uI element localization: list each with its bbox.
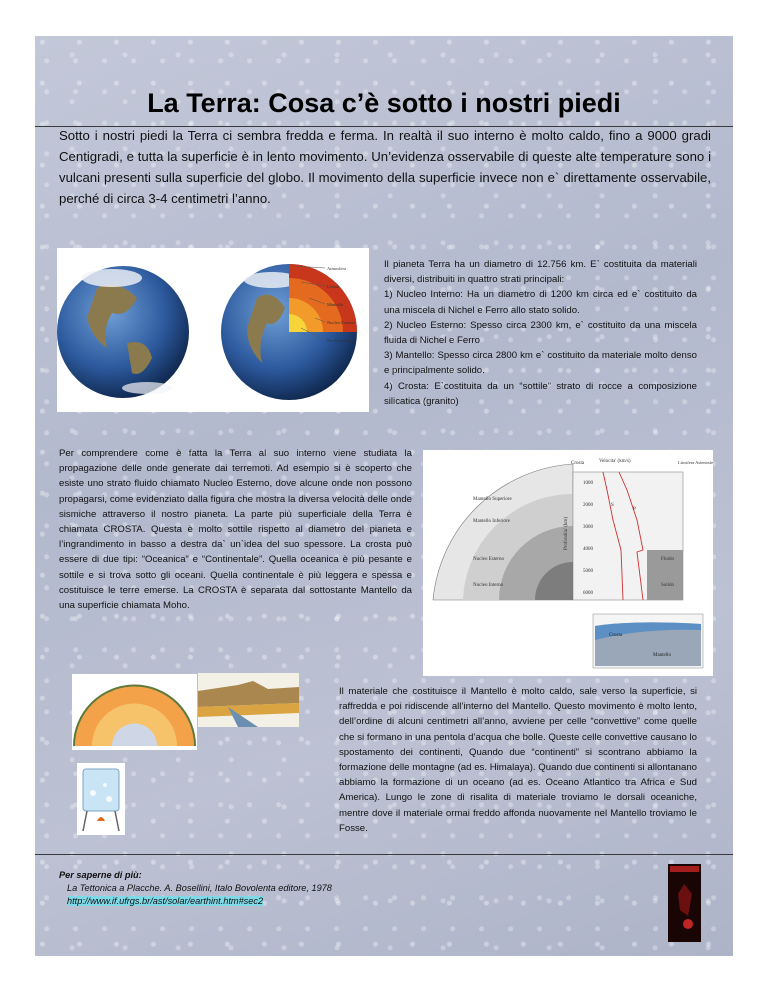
- depth-tick: 2000: [583, 503, 593, 508]
- state-label: Fluido: [661, 557, 675, 562]
- convection-cells-figure: [72, 674, 197, 750]
- structure-line: 2) Nucleo Esterno: Spesso circa 2300 km, e` costituito da una miscela fluida di Nichel e Ferro: [384, 319, 697, 347]
- top-label: Crosta: [571, 461, 585, 466]
- boiling-pot-figure: [77, 763, 125, 835]
- institution-logo: [668, 864, 701, 942]
- fig1-label: Nucleo Esterno: [327, 320, 355, 325]
- reference-link[interactable]: http://www.if.ufrgs.br/ast/solar/earthint.htm#sec2: [67, 896, 264, 906]
- axis-label: Profondita' (km): [564, 517, 569, 550]
- inset-label: Mantello: [653, 653, 672, 658]
- reference-book: La Tettonica a Placche. A. Bosellini, Italo Bovolenta editore, 1978: [67, 883, 332, 893]
- layer-label: Mantello Inferiore: [473, 519, 510, 524]
- intro-paragraph: Sotto i nostri piedi la Terra ci sembra fredda e ferma. In realtà il suo interno è molto caldo, fino a 9000 gradi Centigradi, e tutta la superficie è in lento movimento. Un’evidenza osservabile di queste alte temperature sono i vulcani presenti sulla superficie del globo. Il movimento della superficie invece non e` direttamente osservabile, perché di circa 3-4 centimetri l’anno.: [59, 128, 711, 206]
- seismic-velocity-figure: [423, 450, 713, 676]
- earth-layers-figure: [57, 248, 369, 412]
- fig1-label: Atmosfera: [327, 266, 346, 271]
- plate-collision-figure: [198, 673, 299, 727]
- top-label: Litosfera Astenosfera: [678, 460, 713, 465]
- fig1-label: Crosta: [327, 284, 339, 289]
- inset-label: Crosta: [609, 633, 623, 638]
- wave-label: S: [611, 503, 614, 508]
- depth-tick: 5000: [583, 569, 593, 574]
- fig1-label: Nucleo Interno: [327, 338, 355, 343]
- wave-label: P: [633, 507, 636, 512]
- fig1-label: Mantello: [327, 302, 344, 307]
- seismic-waves-paragraph: Per comprendere come è fatta la Terra al suo interno viene studiata la propagazione delle onde generate dai terremoti. Ad esempio si è scoperto che esiste uno strato fluido chiamato Nucleo Esterno, dove alcune onde non possono propagarsi, come evidenziato dalla figura che mostra la diversa velocità delle onde sismiche attraverso il nostro pianeta. La parte più superficiale della Terra è chiamata CROSTA. Questa è molto sottile rispetto al diametro del pianeta e l’ingrandimento in basso a destra da` un`idea del suo spessore. La crosta può essere di due tipi: “Oceanica” e “Continentale”. Quella oceanica è più pesante e sottile e si trova sotto gli oceani. Quella continentale è più leggera e spessa e costituisce le terre emerse. La CROSTA è separata dal sottostante Mantello da una superficie chiamata Moho.: [59, 448, 412, 612]
- depth-tick: 3000: [583, 525, 593, 530]
- earth-structure-text: [384, 257, 697, 409]
- structure-line: 3) Mantello: Spesso circa 2800 km e` costituito da materiale molto denso e principalmente solido.: [384, 350, 697, 377]
- references-heading: Per saperne di più:: [59, 870, 142, 880]
- footer-divider: [35, 854, 733, 855]
- state-label: Solido: [661, 583, 675, 588]
- mantle-convection-paragraph: Il materiale che costituisce il Mantello è molto caldo, sale verso la superficie, si raffredda e poi ridiscende all’interno del Mantello. Questo movimento è molto lento, dell’ordine di alcuni centimetri all’anno, avviene per celle “convettive” come quelle che si formano in una pentola d’acqua che bolle. Queste celle convettive causano lo spostamento dei continenti, Quando due “continenti” si scontrano abbiamo la formazione delle montagne (ad es. Himalaya). Quando due continenti si allontanano abbiamo la formazione di un oceano (ad es. Oceano Atlantico tra Africa e Sud America). Lungo le zone di risalita di materiale troviamo le dorsali oceaniche, mentre dove il materiale ormai freddo affonda nuovamente nel Mantello troviamo le Fosse.: [339, 686, 697, 834]
- layer-label: Nucleo Interno: [473, 583, 504, 588]
- layer-label: Mantello Superiore: [473, 497, 512, 502]
- depth-tick: 4000: [583, 547, 593, 552]
- structure-line: Il pianeta Terra ha un diametro di 12.756 km. E` costituita da materiali diversi, distribuiti in quattro strati principali:: [384, 259, 697, 286]
- layer-label: Nucleo Esterno: [473, 557, 504, 562]
- depth-tick: 1000: [583, 481, 593, 486]
- structure-line: 1) Nucleo Interno: Ha un diametro di 1200 km circa ed e` costituito da una miscela di Nichel e Ferro allo stato solido.: [384, 289, 697, 316]
- references: [59, 869, 332, 908]
- structure-line: 4) Crosta: E`costituita da un “sottile” strato di rocce a composizione silicatica (granito): [384, 380, 697, 407]
- page-title: La Terra: Cosa c’è sotto i nostri piedi: [147, 88, 621, 118]
- top-label: Velocita' (km/s): [599, 459, 631, 464]
- depth-tick: 6000: [583, 591, 593, 596]
- poster-background: [35, 36, 733, 956]
